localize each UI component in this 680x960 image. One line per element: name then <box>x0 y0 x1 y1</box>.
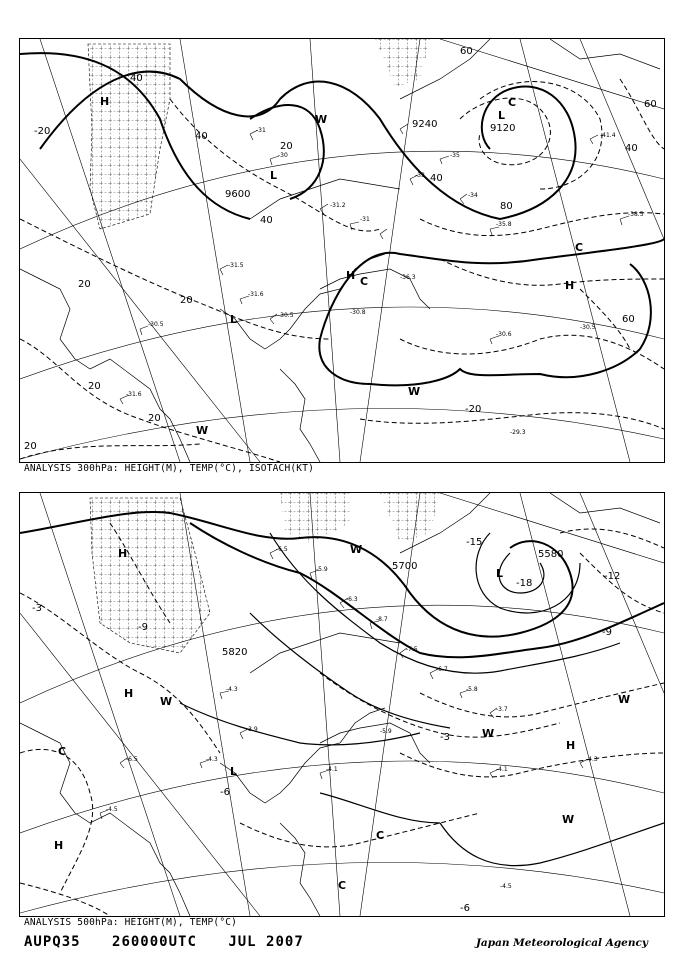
warm-symbol: W <box>482 727 495 740</box>
svg-text:-31.6: -31.6 <box>248 291 264 298</box>
svg-text:-4.1: -4.1 <box>496 766 508 773</box>
chart-code: AUPQ35 <box>24 934 81 950</box>
svg-text:-31: -31 <box>360 216 370 223</box>
svg-text:-4.3: -4.3 <box>586 756 598 763</box>
svg-text:-31.2: -31.2 <box>330 202 346 209</box>
cold-symbol: C <box>58 745 67 758</box>
hatched-region-east <box>380 493 440 543</box>
isotach-label: 40 <box>195 131 208 142</box>
temperature-label: -9 <box>138 622 148 633</box>
svg-text:-30: -30 <box>278 152 288 159</box>
svg-text:-31: -31 <box>256 127 266 134</box>
temperature-label: -20 <box>34 126 51 137</box>
map-500hpa <box>20 493 664 916</box>
height-label: 9600 <box>225 189 251 200</box>
isotach-label: 20 <box>148 413 161 424</box>
svg-text:-34: -34 <box>468 192 478 199</box>
height-label: 9120 <box>490 123 516 134</box>
svg-text:-4.5: -4.5 <box>500 883 512 890</box>
cold-symbol: C <box>338 879 347 892</box>
month-year: JUL 2007 <box>228 934 304 950</box>
isotach-label: 20 <box>88 381 101 392</box>
isotach-label: 80 <box>500 201 513 212</box>
svg-text:-4.1: -4.1 <box>326 766 338 773</box>
high-symbol: H <box>54 839 64 852</box>
caption-500hpa: ANALYSIS 500hPa: HEIGHT(M), TEMP(°C) <box>24 917 238 928</box>
temperature-label: -18 <box>516 578 533 589</box>
svg-text:-6.3: -6.3 <box>346 596 358 603</box>
svg-text:-31.6: -31.6 <box>126 391 142 398</box>
svg-text:-5.9: -5.9 <box>316 566 328 573</box>
svg-text:-31.5: -31.5 <box>228 262 244 269</box>
warm-symbol: W <box>350 543 363 556</box>
warm-symbol: W <box>315 113 328 126</box>
height-label: 9240 <box>412 119 438 130</box>
height-label: 5820 <box>222 647 248 658</box>
svg-text:-3.9: -3.9 <box>246 726 258 733</box>
isotach-label: 20 <box>280 141 293 152</box>
svg-text:-35: -35 <box>450 152 460 159</box>
warm-symbol: W <box>196 424 209 437</box>
temperature-label: -3 <box>440 732 450 743</box>
isotach-label: 60 <box>460 46 473 57</box>
svg-text:-4.3: -4.3 <box>206 756 218 763</box>
height-label: 5580 <box>538 549 564 560</box>
station-plots <box>120 124 629 404</box>
svg-text:-30.5: -30.5 <box>580 324 596 331</box>
svg-text:-30.8: -30.8 <box>350 309 366 316</box>
cold-symbol: C <box>575 241 584 254</box>
high-symbol: H <box>100 95 110 108</box>
svg-text:-33: -33 <box>415 172 425 179</box>
svg-text:-6.5: -6.5 <box>276 546 288 553</box>
temperature-label: -3 <box>32 603 42 614</box>
isotach-label: 20 <box>24 441 37 452</box>
svg-text:-6.7: -6.7 <box>436 666 448 673</box>
hatched-region-north <box>375 39 430 87</box>
cold-symbol: C <box>508 96 517 109</box>
high-symbol: H <box>565 279 575 292</box>
temperature-label: -20 <box>465 404 482 415</box>
temperature-label: -6 <box>220 787 230 798</box>
svg-text:-5.8: -5.8 <box>466 686 478 693</box>
svg-text:-29.3: -29.3 <box>510 429 526 436</box>
chart-300hpa <box>19 38 665 463</box>
svg-text:-30.5: -30.5 <box>148 321 164 328</box>
high-symbol: H <box>124 687 134 700</box>
height-label: 5700 <box>392 561 418 572</box>
high-symbol: H <box>118 547 128 560</box>
low-symbol: L <box>496 567 504 580</box>
low-symbol: L <box>230 313 238 326</box>
low-symbol: L <box>230 765 238 778</box>
latitude-lines <box>20 605 664 913</box>
svg-text:-36.3: -36.3 <box>400 274 416 281</box>
svg-text:-38.5: -38.5 <box>628 211 644 218</box>
chart-identifier <box>24 934 326 950</box>
valid-time: 260000UTC <box>112 934 197 950</box>
temperature-label: -15 <box>466 537 483 548</box>
warm-symbol: W <box>562 813 575 826</box>
high-symbol: H <box>566 739 576 752</box>
hatched-region <box>90 498 210 653</box>
isotach-label: 20 <box>180 295 193 306</box>
high-symbol: H <box>346 269 356 282</box>
svg-text:-8.7: -8.7 <box>376 616 388 623</box>
isotach-label: 40 <box>430 173 443 184</box>
svg-text:-5.9: -5.9 <box>380 728 392 735</box>
low-symbol: L <box>498 109 506 122</box>
temperature-label: -9 <box>602 627 612 638</box>
isotach-label: 20 <box>78 279 91 290</box>
height-contours-thin <box>180 533 664 866</box>
isotach-label: 40 <box>260 215 273 226</box>
low-symbol: L <box>270 169 278 182</box>
svg-text:-3.7: -3.7 <box>496 706 508 713</box>
svg-text:-7.5: -7.5 <box>406 646 418 653</box>
caption-300hpa: ANALYSIS 300hPa: HEIGHT(M), TEMP(°C), ISOTACH(KT) <box>24 463 315 474</box>
isotach-label: 60 <box>622 314 635 325</box>
map-300hpa <box>20 39 664 462</box>
isotach-label: 60 <box>644 99 657 110</box>
cold-symbol: C <box>360 275 369 288</box>
svg-text:-4.3: -4.3 <box>226 686 238 693</box>
warm-symbol: W <box>618 693 631 706</box>
warm-symbol: W <box>160 695 173 708</box>
temperature-label: -6 <box>460 903 470 914</box>
svg-text:-30.6: -30.6 <box>496 331 512 338</box>
svg-text:-30.5: -30.5 <box>278 312 294 319</box>
svg-text:-35.8: -35.8 <box>496 221 512 228</box>
hatched-region-north <box>280 493 350 543</box>
temperature-label: -12 <box>604 571 621 582</box>
chart-500hpa <box>19 492 665 917</box>
cold-symbol: C <box>376 829 385 842</box>
svg-text:-4.5: -4.5 <box>106 806 118 813</box>
svg-text:-6.5: -6.5 <box>126 756 138 763</box>
isotach-label: 40 <box>130 73 143 84</box>
warm-symbol: W <box>408 385 421 398</box>
svg-text:-41.4: -41.4 <box>600 132 616 139</box>
isotach-label: 40 <box>625 143 638 154</box>
agency-name: Japan Meteorological Agency <box>475 937 648 949</box>
